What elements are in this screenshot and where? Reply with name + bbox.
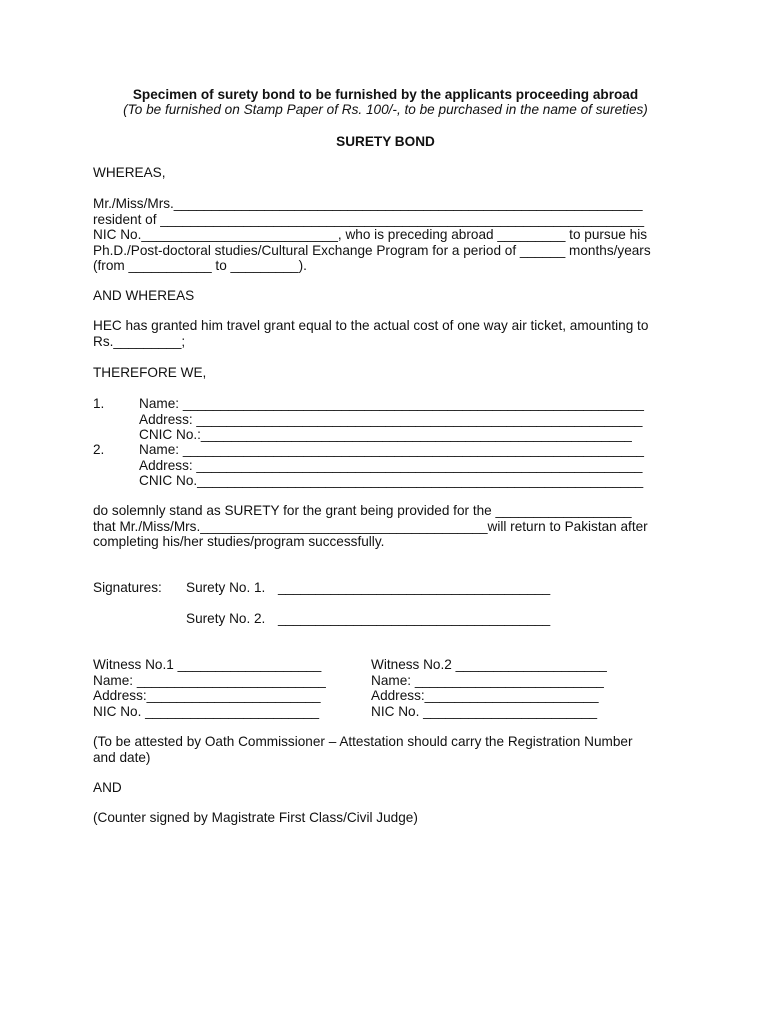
and-whereas-label: AND WHEREAS bbox=[93, 288, 195, 303]
document-subtitle: (To be furnished on Stamp Paper of Rs. 100/-, to be purchased in the name of sureties) bbox=[123, 102, 648, 117]
nic-line: NIC No.__________________________, who is preceding abroad _________ to pursue his bbox=[93, 227, 648, 242]
surety-1-address-field: Address: ___________________________________________________________ bbox=[139, 411, 643, 427]
grant-line: HEC has granted him travel grant equal to the actual cost of one way air ticket, amounting to bbox=[93, 318, 649, 333]
surety-1-cnic-field: CNIC No.:_________________________________________________________ bbox=[139, 427, 632, 442]
witness-2-nic: NIC No. _______________________ bbox=[371, 703, 598, 719]
and-label: AND bbox=[93, 780, 122, 795]
surety-2-signature-label: Surety No. 2. bbox=[186, 611, 266, 626]
statement-line-2: that Mr./Miss/Mrs.______________________________________will return to Pakistan after bbox=[93, 518, 648, 534]
witness-1-block bbox=[93, 657, 363, 719]
surety-1-name-field: Name: _____________________________________________________________ bbox=[139, 396, 644, 411]
surety-2-cnic-field: CNIC No.___________________________________________________________ bbox=[139, 473, 644, 488]
resident-line: resident of ________________________________________________________________ bbox=[93, 211, 645, 227]
surety-2-address-field: Address: ___________________________________________________________ bbox=[139, 457, 643, 473]
grant-paragraph bbox=[93, 318, 678, 349]
witness-2-block bbox=[371, 657, 607, 719]
witness-2-line: Witness No.2 ____________________ bbox=[371, 657, 607, 672]
counter-signature-note: (Counter signed by Magistrate First Class/Civil Judge) bbox=[93, 810, 418, 825]
witness-1-address: Address:_______________________ bbox=[93, 688, 321, 703]
surety-2-signature-line: ____________________________________ bbox=[278, 611, 551, 626]
attestation-line-1: (To be attested by Oath Commissioner – Attestation should carry the Registration Number bbox=[93, 734, 633, 749]
surety-1-signature-label: Surety No. 1. bbox=[186, 580, 266, 595]
surety-2-name-field: Name: _____________________________________________________________ bbox=[139, 442, 644, 457]
period-line: (from ___________ to _________). bbox=[93, 258, 307, 273]
attestation-note bbox=[93, 734, 678, 765]
document-title: Specimen of surety bond to be furnished by the applicants proceeding abroad bbox=[132, 87, 639, 102]
witness-1-line: Witness No.1 ___________________ bbox=[93, 657, 322, 672]
signatures-label: Signatures: bbox=[93, 580, 162, 595]
surety-2-block bbox=[93, 442, 678, 489]
surety-1-number: 1. bbox=[93, 396, 105, 411]
whereas-label: WHEREAS, bbox=[93, 165, 166, 180]
witness-1-name: Name: _________________________ bbox=[93, 672, 326, 688]
document-heading: SURETY BOND bbox=[336, 134, 435, 149]
surety-1-signature-line: ____________________________________ bbox=[278, 580, 551, 595]
therefore-label: THEREFORE WE, bbox=[93, 365, 207, 380]
witness-1-nic: NIC No. _______________________ bbox=[93, 703, 320, 719]
surety-2-number: 2. bbox=[93, 442, 105, 457]
program-line: Ph.D./Post-doctoral studies/Cultural Exchange Program for a period of ______ months/years bbox=[93, 242, 651, 258]
witness-2-address: Address:_______________________ bbox=[371, 688, 599, 703]
statement-line-3: completing his/her studies/program successfully. bbox=[93, 534, 385, 549]
attestation-line-2: and date) bbox=[93, 749, 151, 765]
witness-2-name: Name: _________________________ bbox=[371, 672, 604, 688]
amount-line: Rs._________; bbox=[93, 333, 186, 349]
surety-statement bbox=[93, 503, 678, 550]
applicant-name-line: Mr./Miss/Mrs.______________________________________________________________ bbox=[93, 196, 643, 211]
statement-line-1: do solemnly stand as SURETY for the grant being provided for the __________________ bbox=[93, 503, 632, 518]
surety-1-block bbox=[93, 396, 678, 443]
whereas-paragraph bbox=[93, 196, 678, 274]
